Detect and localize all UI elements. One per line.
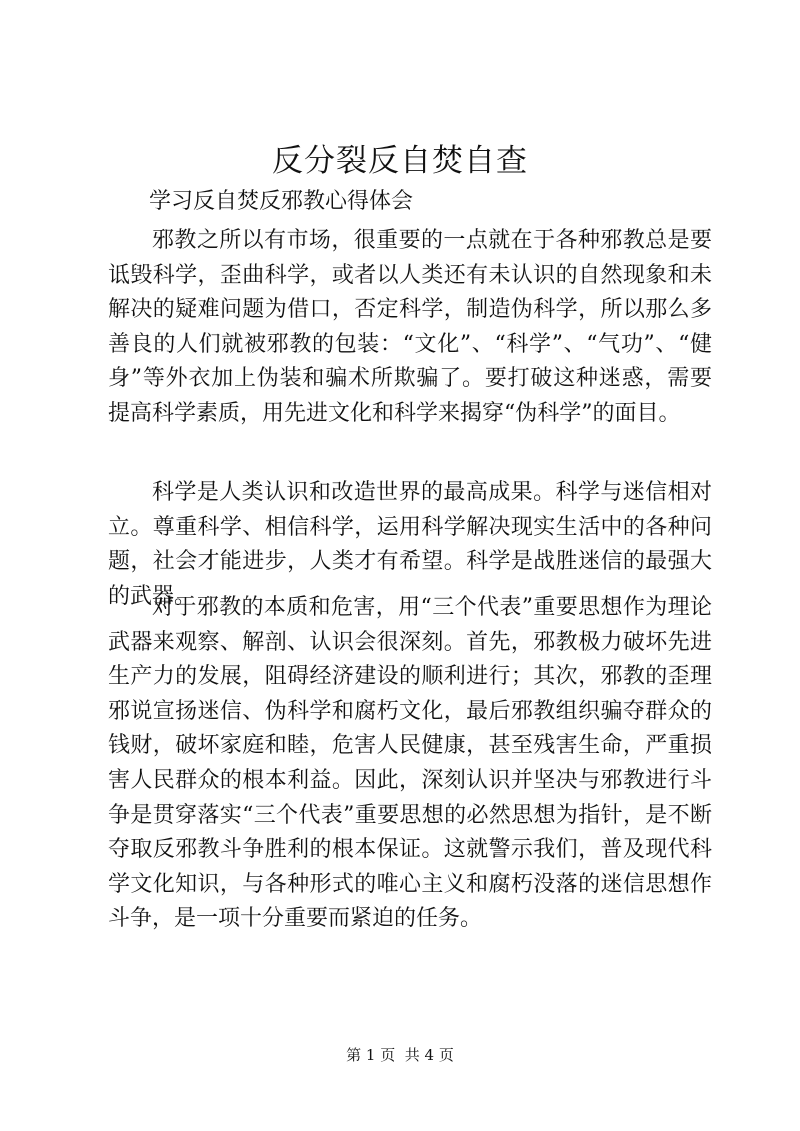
page-number-footer: 第 1 页 共 4 页: [346, 1046, 454, 1064]
paragraph-1: 邪教之所以有市场，很重要的一点就在于各种邪教总是要诋毁科学，歪曲科学，或者以人类还有未认识的自然现象和未解决的疑难问题为借口，否定科学，制造伪科学，所以那么多善良的人们就被邪教的包装：“文化”、“科学”、“气功”、“健身”等外衣加上伪装和骗术所欺骗了。要打破这种迷惑，需要提高科学素质，用先进文化和科学来揭穿“伪科学”的面目。: [108, 228, 712, 426]
document-subtitle: 学习反自焚反邪教心得体会: [149, 189, 414, 214]
paragraph-3: 对于邪教的本质和危害，用“三个代表”重要思想作为理论武器来观察、解剖、认识会很深刻。首先，邪教极力破坏先进生产力的发展，阻碍经济建设的顺利进行；其次，邪教的歪理邪说宣扬迷信、伪科学和腐朽文化，最后邪教组织骗夺群众的钱财，破坏家庭和睦，危害人民健康，甚至残害生命，严重损害人民群众的根本利益。因此，深刻认识并坚决与邪教进行斗争是贯穿落实“三个代表”重要思想的必然思想为指针，是不断夺取反邪教斗争胜利的根本保证。这就警示我们，普及现代科学文化知识，与各种形式的唯心主义和腐朽没落的迷信思想作斗争，是一项十分重要而紧迫的任务。: [108, 595, 712, 932]
page-title: 反分裂反自焚自查: [272, 143, 528, 179]
paragraph-2: 科学是人类认识和改造世界的最高成果。科学与迷信相对立。尊重科学、相信科学，运用科学解决现实生活中的各种问题，社会才能进步，人类才有希望。科学是战胜迷信的最强大的武器。: [108, 480, 712, 609]
